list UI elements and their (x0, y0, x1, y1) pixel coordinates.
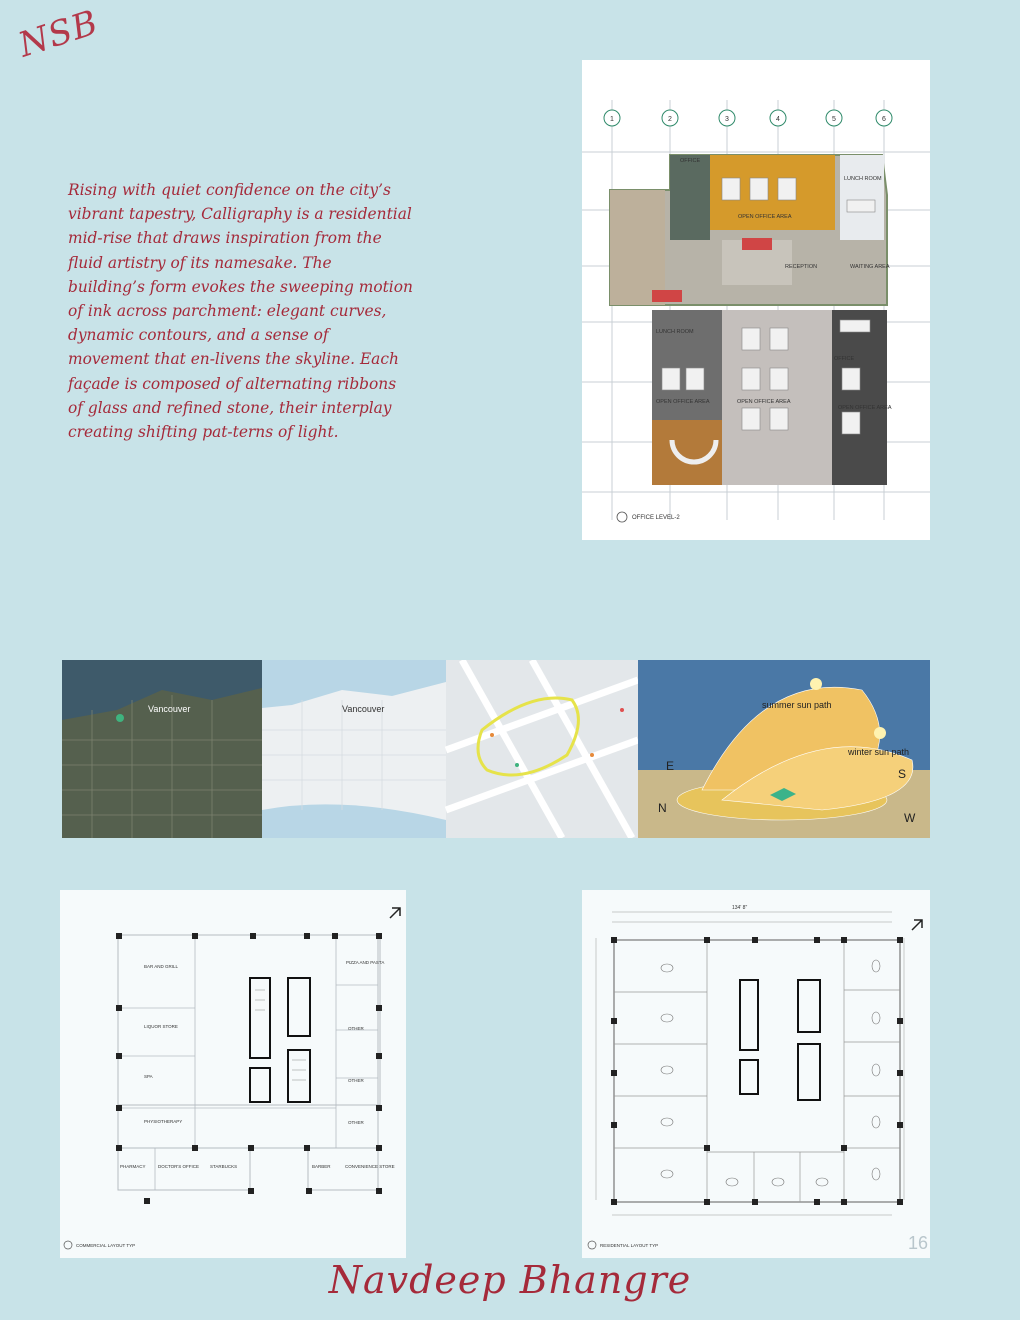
winter-sun-icon (874, 727, 886, 739)
monogram-logo: NSB (13, 2, 104, 66)
overall-dimension: 134' 8" (732, 905, 748, 911)
room-label: OPEN OFFICE AREA (737, 399, 791, 405)
room-label: STARBUCKS (210, 1164, 238, 1169)
direction-south: S (898, 767, 907, 781)
room-label: OPEN OFFICE AREA (656, 399, 710, 405)
room-label: OPEN OFFICE AREA (838, 405, 892, 411)
author-signature: Navdeep Bhangre (328, 1258, 692, 1302)
intro-paragraph: Rising with quiet confidence on the city’s vibrant tapestry, Calligraphy is a residential mid-rise that draws inspiration from the fluid artistry of its namesake. The building’s form evokes the sweeping motion of ink across parchment: elegant curves, dynamic contours, and a sense of movement that en-livens the skyline. Each façade is composed of alternating ribbons of glass and refined stone, their interplay creating shifting pat-terns of light. (68, 181, 413, 442)
room-label: RECEPTION (785, 264, 818, 270)
room-label: LUNCH ROOM (656, 329, 694, 335)
summer-sun-label: summer sun path (762, 700, 832, 710)
office-plan-caption: OFFICE LEVEL-2 (632, 515, 680, 521)
room-label: SPA (144, 1074, 153, 1079)
room-label: OTHER (348, 1120, 364, 1125)
direction-north: N (658, 801, 667, 815)
room-label: CONVENIENCE STORE (345, 1164, 395, 1169)
satellite-map (62, 660, 262, 838)
office-floor-plan (582, 60, 930, 540)
room-label: PHARMACY (120, 1164, 146, 1169)
winter-sun-label: winter sun path (848, 747, 910, 757)
street-map (262, 660, 446, 838)
room-label: OPEN OFFICE AREA (738, 214, 792, 220)
grid-label: 6 (882, 116, 886, 123)
direction-east: E (666, 759, 675, 773)
north-arrow-icon (912, 920, 922, 930)
room-label: OTHER (348, 1026, 364, 1031)
room-label: PIZZA AND PASTA (346, 960, 385, 965)
room-label: LUNCH ROOM (844, 176, 882, 182)
residential-plan-drawing (582, 890, 930, 1258)
sun-path-diagram (638, 660, 930, 838)
grid-label: 3 (725, 116, 729, 123)
site-map (446, 660, 638, 838)
city-label: Vancouver (148, 704, 191, 714)
room-label: OFFICE (680, 158, 701, 164)
room-label: DOCTOR'S OFFICE (158, 1164, 200, 1169)
residential-floor-plan (582, 890, 930, 1258)
grid-label: 2 (668, 116, 672, 123)
grid-label: 1 (610, 116, 614, 123)
room-label: PHYSIOTHERAPY (144, 1119, 183, 1124)
room-label: BARBER (312, 1164, 331, 1169)
room-label: OTHER (348, 1078, 364, 1083)
room-label: BAR AND GRILL (144, 964, 179, 969)
grid-label: 4 (776, 116, 780, 123)
commercial-floor-plan (60, 890, 406, 1258)
north-arrow-icon (390, 908, 400, 918)
residential-plan-caption: RESIDENTIAL LAYOUT TYP (600, 1243, 659, 1248)
city-label: Vancouver (342, 704, 385, 714)
site-analysis-strip (62, 660, 930, 838)
commercial-plan-drawing (60, 890, 406, 1258)
direction-west: W (904, 811, 916, 825)
office-plan-drawing (582, 60, 930, 540)
commercial-plan-caption: COMMERCIAL LAYOUT TYP (76, 1243, 136, 1248)
summer-sun-icon (810, 678, 822, 690)
site-analysis-images (62, 660, 930, 838)
page-number: 16 (908, 1233, 929, 1253)
room-label: LIQUOR STORE (144, 1024, 178, 1029)
room-label: WAITING AREA (850, 264, 890, 270)
room-label: OFFICE (834, 356, 855, 362)
grid-label: 5 (832, 116, 836, 123)
